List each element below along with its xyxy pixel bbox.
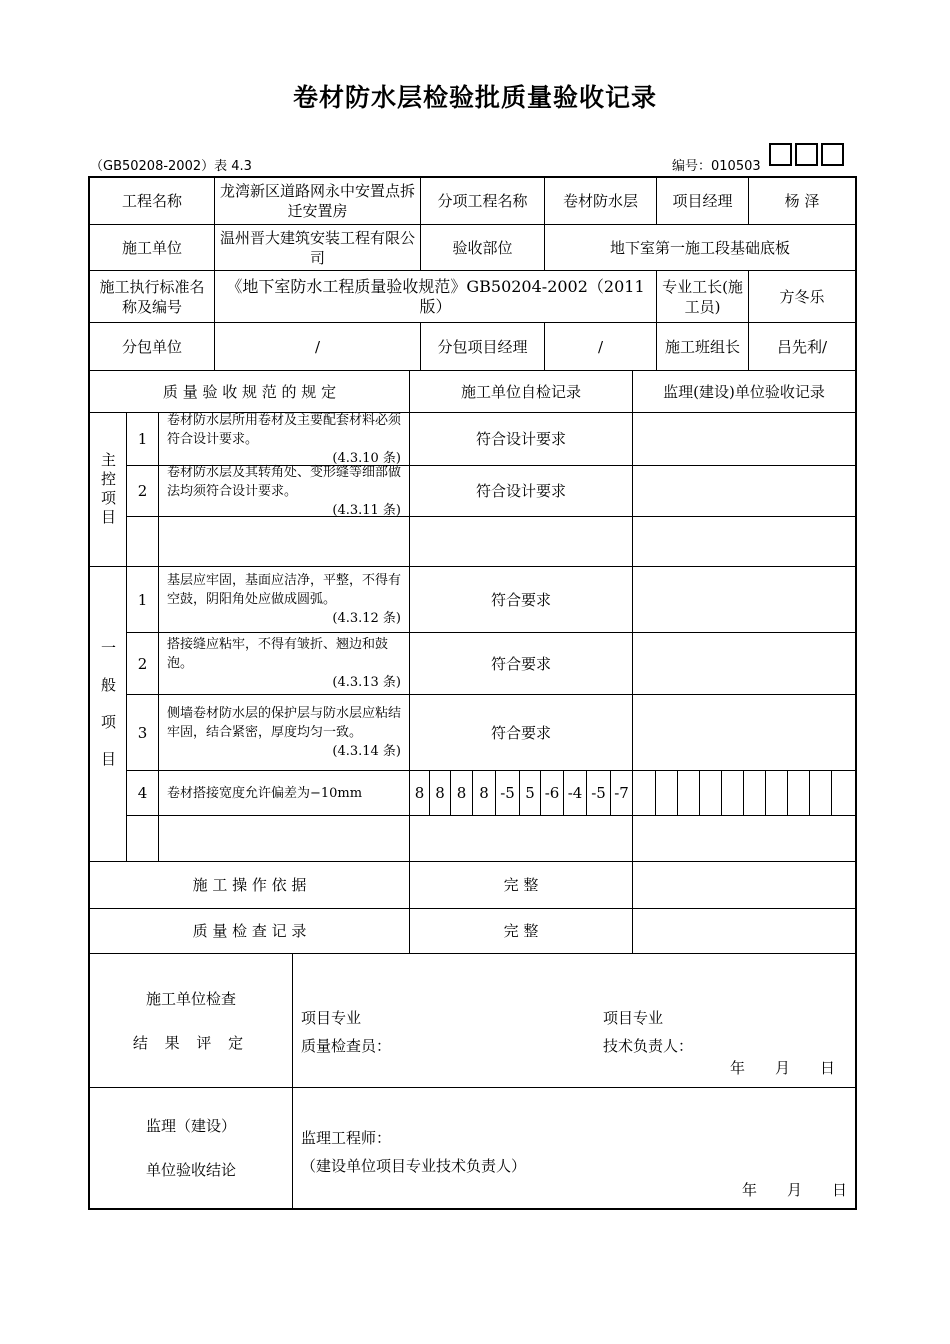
project-name-label: 工程名称 [90,178,215,225]
supervision-value-cell[interactable] [633,771,656,816]
supervision-column-header: 监理(建设)单位验收记录 [633,371,855,413]
general-item-supervision-cell[interactable] [633,633,855,695]
general-item-no: 1 [127,567,159,633]
supervision-value-cell[interactable] [656,771,678,816]
general-item-text-empty [159,816,410,862]
supervision-value-cell[interactable] [788,771,810,816]
main-control-group-label: 主控项目 [90,413,127,567]
main-item-result: 符合设计要求 [410,466,633,517]
spec-column-header: 质 量 验 收 规 范 的 规 定 [90,371,410,413]
foreman-label: 专业工长(施工员) [657,271,749,323]
main-item-text: 卷材防水层及其转角处、变形缝等细部做法均须符合设计要求。 (4.3.11 条) [159,466,410,517]
project-name-value: 龙湾新区道路网永中安置点拆迁安置房 [215,178,421,225]
standard-reference: （GB50208-2002）表 4.3 [90,159,252,174]
general-item-supervision-cell[interactable] [633,816,855,862]
self-check-column-header: 施工单位自检记录 [410,371,633,413]
tech-lead-label-1: 项目专业 [603,1009,664,1027]
number-box[interactable] [821,143,844,166]
general-item-text: 侧墙卷材防水层的保护层与防水层应粘结牢固，结合紧密，厚度均匀一致。 (4.3.14 条) [159,695,410,771]
supervision-check-content [293,1088,855,1208]
general-group-label: 一般项目 [90,567,127,862]
main-item-result-empty[interactable] [410,517,633,567]
supervision-value-cell[interactable] [832,771,855,816]
general-item-no-empty [127,816,159,862]
deviation-value-cell: 8 [410,771,430,816]
quality-inspector-label-2: 质量检查员： [301,1037,392,1055]
sub-project-value: 卷材防水层 [545,178,657,225]
contractor-check-label: 施工单位检查 结 果 评 定 [90,954,293,1088]
general-item-result: 符合要求 [410,633,633,695]
deviation-value-cell: 5 [520,771,541,816]
number-boxes [769,143,844,166]
pm-value: 杨 泽 [749,178,855,225]
main-item-supervision-cell[interactable] [633,517,855,567]
supervision-value-cell[interactable] [700,771,722,816]
contractor-date[interactable]: 年 月 日 [729,1059,835,1077]
quality-record-label: 质 量 检 查 记 录 [90,909,410,954]
main-item-no: 2 [127,466,159,517]
main-item-no: 1 [127,413,159,466]
tech-lead-label-2: 技术负责人： [603,1037,694,1055]
deviation-value-cell: -4 [564,771,587,816]
pm-label: 项目经理 [657,178,749,225]
contractor-value: 温州晋大建筑安装工程有限公司 [215,225,421,271]
general-item-no: 2 [127,633,159,695]
contractor-check-content [293,954,855,1088]
supervision-date[interactable]: 年 月 日 [741,1181,847,1199]
deviation-value-cell: -7 [611,771,633,816]
quality-inspector-label-1: 项目专业 [301,1009,362,1027]
general-item-result: 符合要求 [410,695,633,771]
supervision-value-cell[interactable] [766,771,788,816]
deviation-value-cell: 8 [451,771,473,816]
general-item-text: 搭接缝应粘牢，不得有皱折、翘边和鼓泡。 (4.3.13 条) [159,633,410,695]
supervision-value-cell[interactable] [744,771,766,816]
page-title: 卷材防水层检验批质量验收记录 [292,83,657,112]
record-number: 编号：010503 [672,159,761,174]
general-item-text: 卷材搭接宽度允许偏差为−10mm [159,771,410,816]
supervision-value-cell[interactable] [722,771,744,816]
general-item-no: 4 [127,771,159,816]
deviation-value-cell: -6 [541,771,564,816]
general-item-text: 基层应牢固，基面应洁净，平整，不得有空鼓，阴阳角处应做成圆弧。 (4.3.12 条) [159,567,410,633]
owner-tech-lead-label: （建设单位项目专业技术负责人） [301,1157,527,1175]
acceptance-part-value: 地下室第一施工段基础底板 [545,225,855,271]
supervision-engineer-label: 监理工程师： [301,1129,392,1147]
operation-basis-value: 完 整 [410,862,633,909]
operation-basis-label: 施 工 操 作 依 据 [90,862,410,909]
number-box[interactable] [795,143,818,166]
subcontractor-value: / [215,323,421,371]
supervision-value-cell[interactable] [810,771,832,816]
supervision-value-cell[interactable] [678,771,700,816]
exec-standard-label: 施工执行标准名称及编号 [90,271,215,323]
operation-basis-supervision-cell[interactable] [633,862,855,909]
general-item-supervision-cell[interactable] [633,567,855,633]
number-box[interactable] [769,143,792,166]
exec-standard-value: 《地下室防水工程质量验收规范》GB50204-2002（2011 版） [215,271,657,323]
general-item-result: 符合要求 [410,567,633,633]
supervision-check-label: 监理（建设） 单位验收结论 [90,1088,293,1208]
deviation-value-cell: -5 [587,771,611,816]
team-leader-label: 施工班组长 [657,323,749,371]
main-item-supervision-cell[interactable] [633,466,855,517]
main-item-text: 卷材防水层所用卷材及主要配套材料必须符合设计要求。 (4.3.10 条) [159,413,410,466]
general-item-supervision-cell[interactable] [633,695,855,771]
main-item-supervision-cell[interactable] [633,413,855,466]
sub-pm-label: 分包项目经理 [421,323,545,371]
inspection-table [88,176,857,1210]
contractor-label: 施工单位 [90,225,215,271]
subcontractor-label: 分包单位 [90,323,215,371]
main-item-result: 符合设计要求 [410,413,633,466]
deviation-value-cell: 8 [473,771,496,816]
sub-project-label: 分项工程名称 [421,178,545,225]
quality-record-supervision-cell[interactable] [633,909,855,954]
foreman-value: 方冬乐 [749,271,855,323]
main-item-text-empty [159,517,410,567]
acceptance-part-label: 验收部位 [421,225,545,271]
deviation-value-cell: 8 [430,771,451,816]
general-item-no: 3 [127,695,159,771]
general-item-result-empty[interactable] [410,816,633,862]
deviation-value-cell: -5 [496,771,520,816]
main-item-no-empty [127,517,159,567]
sub-pm-value: / [545,323,657,371]
team-leader-value: 吕先利/ [749,323,855,371]
quality-record-value: 完 整 [410,909,633,954]
